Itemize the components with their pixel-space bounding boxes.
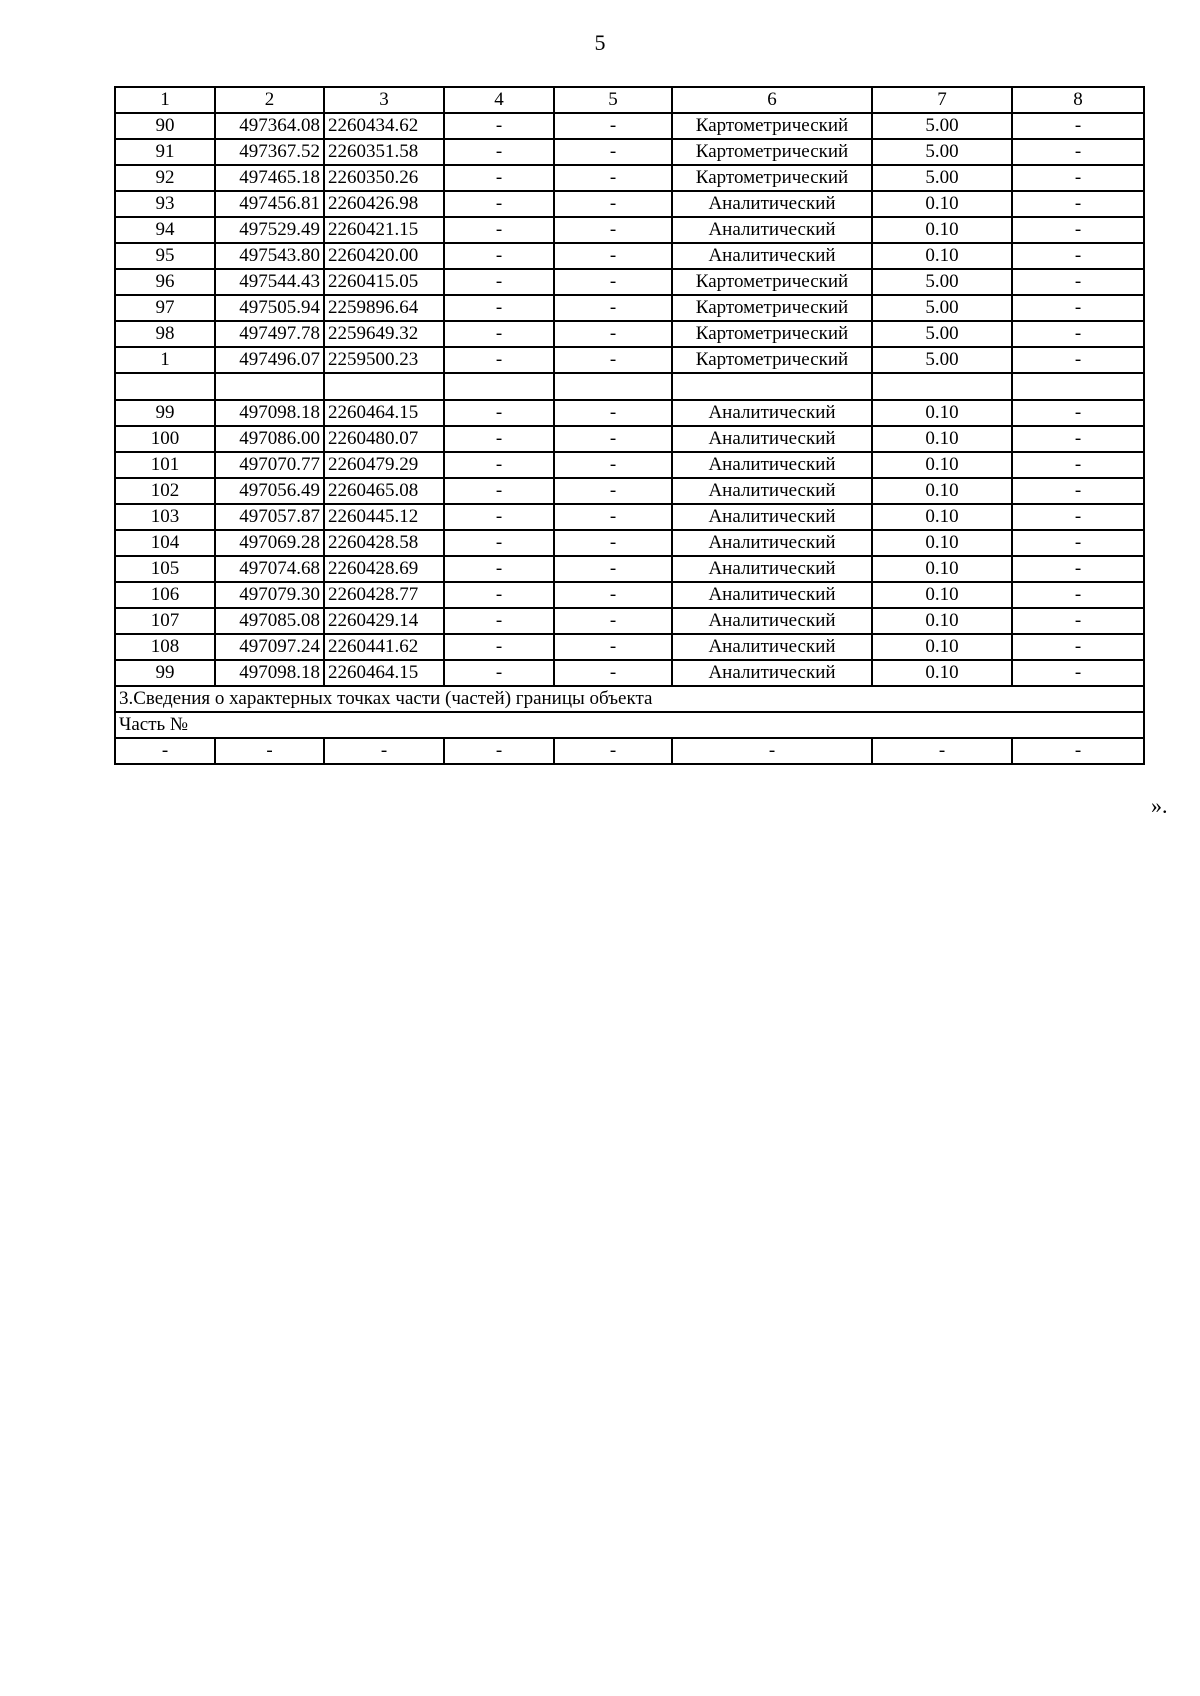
cell-col-4: - [444,478,554,504]
cell-col-8: - [1012,269,1144,295]
part-number-row [115,712,1144,738]
table-row [115,556,1144,582]
cell-col-8: - [1012,139,1144,165]
table-row [115,113,1144,139]
cell-point-number: 99 [115,660,215,686]
cell-col-8: - [1012,634,1144,660]
cell-col-5: - [554,556,672,582]
cell-point-number: 102 [115,478,215,504]
section-3-title: 3.Сведения о характерных точках части (частей) границы объекта [115,686,1144,712]
cell-col-5: - [554,738,672,764]
cell-accuracy: 5.00 [872,139,1012,165]
cell-col-8: - [1012,191,1144,217]
empty-cell [215,373,324,400]
table-row [115,608,1144,634]
cell-y-coordinate: 2259500.23 [324,347,444,373]
cell-col-4: - [444,269,554,295]
cell-col-4: - [444,452,554,478]
table-row [115,478,1144,504]
cell-col-4: - [444,660,554,686]
cell-method: Аналитический [672,530,872,556]
cell-method: Картометрический [672,295,872,321]
table-row [115,269,1144,295]
cell-point-number: 99 [115,400,215,426]
cell-x-coordinate: 497364.08 [215,113,324,139]
part-number-label: Часть № [115,712,1144,738]
cell-col-8: - [1012,165,1144,191]
cell-y-coordinate: 2259649.32 [324,321,444,347]
table-row [115,139,1144,165]
page-number: 5 [594,30,606,55]
cell-point-number: - [115,738,215,764]
cell-accuracy: 5.00 [872,295,1012,321]
empty-cell [672,373,872,400]
cell-accuracy: 7 [872,87,1012,113]
cell-col-5: - [554,113,672,139]
cell-point-number: 103 [115,504,215,530]
cell-y-coordinate: 2260429.14 [324,608,444,634]
cell-point-number: 104 [115,530,215,556]
cell-y-coordinate: 2260441.62 [324,634,444,660]
cell-y-coordinate: - [324,738,444,764]
cell-y-coordinate: 2260465.08 [324,478,444,504]
cell-col-5: - [554,400,672,426]
cell-x-coordinate: 497543.80 [215,243,324,269]
cell-method: Аналитический [672,660,872,686]
cell-col-4: - [444,504,554,530]
table-row [115,295,1144,321]
table-row [115,660,1144,686]
cell-x-coordinate: 497544.43 [215,269,324,295]
cell-y-coordinate: 2260480.07 [324,426,444,452]
table-row [115,165,1144,191]
cell-col-4: - [444,347,554,373]
cell-col-5: - [554,582,672,608]
cell-col-5: - [554,634,672,660]
cell-accuracy: 0.10 [872,426,1012,452]
cell-col-8: - [1012,582,1144,608]
cell-accuracy: 5.00 [872,113,1012,139]
cell-method: Аналитический [672,452,872,478]
cell-point-number: 92 [115,165,215,191]
cell-method: Картометрический [672,113,872,139]
cell-x-coordinate: 497079.30 [215,582,324,608]
cell-x-coordinate: 497070.77 [215,452,324,478]
empty-cell [554,373,672,400]
cell-col-4: - [444,608,554,634]
cell-y-coordinate: 2260464.15 [324,660,444,686]
cell-point-number: 108 [115,634,215,660]
cell-accuracy: 0.10 [872,582,1012,608]
table-row [115,347,1144,373]
empty-separator-row [115,373,1144,400]
cell-x-coordinate: 497465.18 [215,165,324,191]
cell-x-coordinate: 497069.28 [215,530,324,556]
cell-accuracy: 5.00 [872,321,1012,347]
cell-y-coordinate: 2260351.58 [324,139,444,165]
cell-col-5: 5 [554,87,672,113]
table-row [115,634,1144,660]
cell-point-number: 100 [115,426,215,452]
cell-point-number: 96 [115,269,215,295]
cell-col-8: - [1012,400,1144,426]
cell-col-5: - [554,295,672,321]
cell-y-coordinate: 2260464.15 [324,400,444,426]
cell-col-5: - [554,243,672,269]
empty-cell [872,373,1012,400]
cell-accuracy: 0.10 [872,504,1012,530]
cell-y-coordinate: 2260434.62 [324,113,444,139]
cell-col-4: - [444,243,554,269]
cell-accuracy: 0.10 [872,191,1012,217]
cell-method: Аналитический [672,504,872,530]
cell-col-5: - [554,660,672,686]
cell-accuracy: 0.10 [872,452,1012,478]
cell-x-coordinate: 497086.00 [215,426,324,452]
cell-col-8: - [1012,321,1144,347]
cell-accuracy: 0.10 [872,660,1012,686]
table-row [115,217,1144,243]
cell-y-coordinate: 2260428.77 [324,582,444,608]
cell-col-5: - [554,608,672,634]
cell-method: Аналитический [672,426,872,452]
table-row [115,452,1144,478]
table-row [115,321,1144,347]
cell-x-coordinate: 497497.78 [215,321,324,347]
cell-point-number: 101 [115,452,215,478]
cell-col-5: - [554,452,672,478]
cell-x-coordinate: 497496.07 [215,347,324,373]
cell-col-4: - [444,426,554,452]
cell-accuracy: 0.10 [872,217,1012,243]
cell-point-number: 107 [115,608,215,634]
cell-col-4: - [444,295,554,321]
table-row [115,504,1144,530]
cell-x-coordinate: 497056.49 [215,478,324,504]
cell-col-4: - [444,165,554,191]
cell-col-5: - [554,347,672,373]
cell-col-5: - [554,217,672,243]
cell-x-coordinate: 497098.18 [215,400,324,426]
table-row [115,530,1144,556]
cell-method: Картометрический [672,165,872,191]
cell-point-number: 106 [115,582,215,608]
cell-accuracy: - [872,738,1012,764]
cell-col-4: - [444,556,554,582]
cell-x-coordinate: 497456.81 [215,191,324,217]
cell-col-8: - [1012,452,1144,478]
cell-method: Картометрический [672,321,872,347]
cell-x-coordinate: 497097.24 [215,634,324,660]
cell-method: Аналитический [672,556,872,582]
cell-y-coordinate: 2260426.98 [324,191,444,217]
cell-col-8: 8 [1012,87,1144,113]
cell-col-8: - [1012,478,1144,504]
empty-cell [324,373,444,400]
empty-cell [1012,373,1144,400]
cell-col-8: - [1012,608,1144,634]
cell-method: Картометрический [672,269,872,295]
cell-x-coordinate: 497529.49 [215,217,324,243]
cell-method: Аналитический [672,634,872,660]
closing-quote-mark: ». [1151,793,1168,818]
table-row [115,426,1144,452]
cell-x-coordinate: 497098.18 [215,660,324,686]
cell-x-coordinate: 2 [215,87,324,113]
cell-method: Аналитический [672,478,872,504]
cell-col-4: - [444,191,554,217]
cell-col-8: - [1012,347,1144,373]
dash-row [115,738,1144,764]
cell-y-coordinate: 2260479.29 [324,452,444,478]
cell-point-number: 1 [115,87,215,113]
cell-col-4: - [444,530,554,556]
cell-accuracy: 0.10 [872,608,1012,634]
cell-col-5: - [554,269,672,295]
cell-accuracy: 5.00 [872,347,1012,373]
cell-accuracy: 0.10 [872,556,1012,582]
cell-y-coordinate: 2260428.58 [324,530,444,556]
cell-x-coordinate: 497505.94 [215,295,324,321]
cell-accuracy: 5.00 [872,165,1012,191]
cell-col-4: - [444,400,554,426]
cell-col-4: - [444,738,554,764]
cell-method: Картометрический [672,139,872,165]
cell-col-8: - [1012,295,1144,321]
cell-method: Аналитический [672,582,872,608]
cell-accuracy: 5.00 [872,269,1012,295]
table-row [115,243,1144,269]
cell-col-5: - [554,139,672,165]
cell-method: Аналитический [672,243,872,269]
cell-x-coordinate: 497057.87 [215,504,324,530]
cell-y-coordinate: 2260420.00 [324,243,444,269]
cell-accuracy: 0.10 [872,400,1012,426]
cell-y-coordinate: 2260415.05 [324,269,444,295]
cell-point-number: 93 [115,191,215,217]
cell-x-coordinate: 497367.52 [215,139,324,165]
cell-col-4: - [444,139,554,165]
cell-point-number: 105 [115,556,215,582]
empty-cell [444,373,554,400]
cell-col-4: - [444,321,554,347]
cell-col-8: - [1012,530,1144,556]
table-row [115,400,1144,426]
cell-x-coordinate: - [215,738,324,764]
cell-point-number: 1 [115,347,215,373]
cell-col-4: - [444,113,554,139]
cell-col-4: - [444,634,554,660]
cell-point-number: 90 [115,113,215,139]
table-row [115,191,1144,217]
cell-col-4: 4 [444,87,554,113]
cell-y-coordinate: 2259896.64 [324,295,444,321]
table-row [115,582,1144,608]
cell-col-8: - [1012,504,1144,530]
cell-point-number: 98 [115,321,215,347]
table-header-row [115,87,1144,113]
cell-point-number: 91 [115,139,215,165]
cell-col-5: - [554,165,672,191]
cell-point-number: 94 [115,217,215,243]
cell-method: Аналитический [672,608,872,634]
cell-y-coordinate: 2260445.12 [324,504,444,530]
cell-y-coordinate: 2260350.26 [324,165,444,191]
cell-accuracy: 0.10 [872,530,1012,556]
cell-method: Аналитический [672,217,872,243]
cell-accuracy: 0.10 [872,478,1012,504]
cell-y-coordinate: 3 [324,87,444,113]
cell-col-5: - [554,426,672,452]
cell-col-8: - [1012,660,1144,686]
cell-col-8: - [1012,243,1144,269]
cell-method: Аналитический [672,400,872,426]
cell-col-5: - [554,504,672,530]
cell-col-5: - [554,478,672,504]
section-3-title-row [115,686,1144,712]
cell-col-4: - [444,217,554,243]
cell-col-5: - [554,321,672,347]
cell-accuracy: 0.10 [872,634,1012,660]
cell-y-coordinate: 2260421.15 [324,217,444,243]
empty-cell [115,373,215,400]
cell-col-4: - [444,582,554,608]
cell-x-coordinate: 497074.68 [215,556,324,582]
cell-col-8: - [1012,556,1144,582]
cell-col-8: - [1012,738,1144,764]
boundary-points-table [114,86,1145,765]
cell-x-coordinate: 497085.08 [215,608,324,634]
cell-point-number: 97 [115,295,215,321]
cell-method: - [672,738,872,764]
cell-method: Картометрический [672,347,872,373]
cell-col-8: - [1012,113,1144,139]
cell-col-8: - [1012,217,1144,243]
cell-col-8: - [1012,426,1144,452]
cell-accuracy: 0.10 [872,243,1012,269]
cell-method: 6 [672,87,872,113]
table-body [115,87,1144,764]
cell-col-5: - [554,191,672,217]
cell-y-coordinate: 2260428.69 [324,556,444,582]
cell-col-5: - [554,530,672,556]
cell-point-number: 95 [115,243,215,269]
cell-method: Аналитический [672,191,872,217]
